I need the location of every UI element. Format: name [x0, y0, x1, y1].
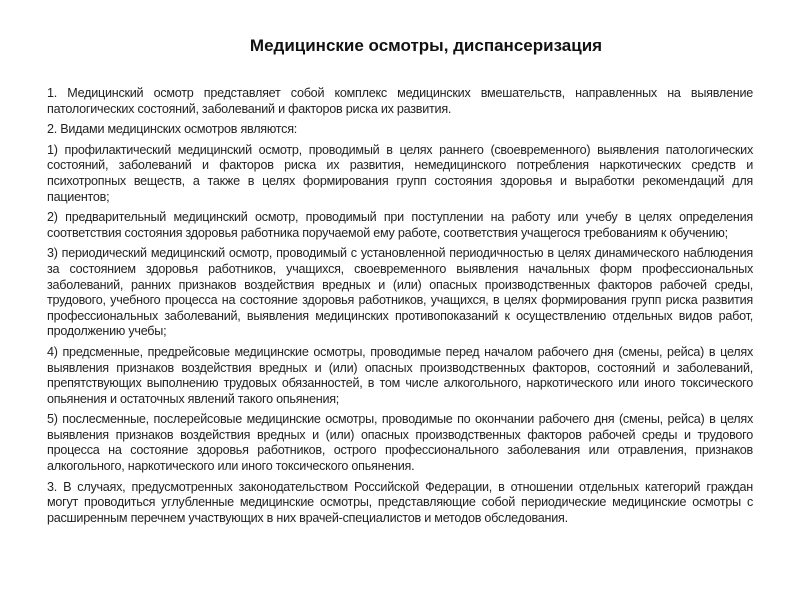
document-body: [47, 86, 753, 531]
paragraph-preventive-exam: 1) профилактический медицинский осмотр, проводимый в целях раннего (своевременного) выявления патологических состояний, заболеваний и факторов риска их развития, немедицинского потребления наркотических средств и психотропных веществ, а также в целях формирования групп состояния здоровья и выработки рекомендаций для пациентов;: [47, 142, 753, 204]
page-title: Медицинские осмотры, диспансеризация: [249, 36, 603, 55]
paragraph-post-shift-exam: 5) послесменные, послерейсовые медицинские осмотры, проводимые по окончании рабочего дня (смены, рейса) в целях выявления признаков воздействия вредных и (или) опасных производственных факторов рабочей среды и трудового процесса на состояние здоровья работников, острого профессионального заболевания или отравления, признаков алкогольного, наркотического или иного токсического опьянения.: [47, 412, 753, 474]
paragraph-periodic-exam: 3) периодический медицинский осмотр, проводимый с установленной периодичностью в целях динамического наблюдения за состоянием здоровья работников, учащихся, своевременного выявления начальных форм профессиональных заболеваний, ранних признаков воздействия вредных и (или) опасных производственных факторов рабочей среды, трудового, учебного процесса на состояние здоровья работников, учащихся, в целях формирования групп риска развития профессиональных заболеваний, выявления медицинских противопоказаний к осуществлению отдельных видов работ, продолжению учебы;: [47, 246, 753, 339]
paragraph-pre-shift-exam: 4) предсменные, предрейсовые медицинские осмотры, проводимые перед началом рабочего дня (смены, рейса) в целях выявления признаков воздействия вредных и (или) опасных производственных факторов, состояний и заболеваний, препятствующих выполнению трудовых обязанностей, в том числе алкогольного, наркотического или иного токсического опьянения и остаточных явлений такого опьянения;: [47, 344, 753, 406]
paragraph-in-depth-exam: 3. В случаях, предусмотренных законодательством Российской Федерации, в отношении отдельных категорий граждан могут проводиться углубленные медицинские осмотры, представляющие собой периодические медицинские осмотры с расширенным перечнем участвующих в них врачей-специалистов и методов обследования.: [47, 479, 753, 525]
paragraph-preliminary-exam: 2) предварительный медицинский осмотр, проводимый при поступлении на работу или учебу в целях определения соответствия состояния здоровья работника поручаемой ему работе, соответствия учащегося требованиям к обучению;: [47, 210, 753, 240]
paragraph-types-intro: 2. Видами медицинских осмотров являются:: [47, 122, 298, 137]
paragraph-definition: 1. Медицинский осмотр представляет собой комплекс медицинских вмешательств, направленных на выявление патологических состояний, заболеваний и факторов риска их развития.: [47, 86, 753, 116]
